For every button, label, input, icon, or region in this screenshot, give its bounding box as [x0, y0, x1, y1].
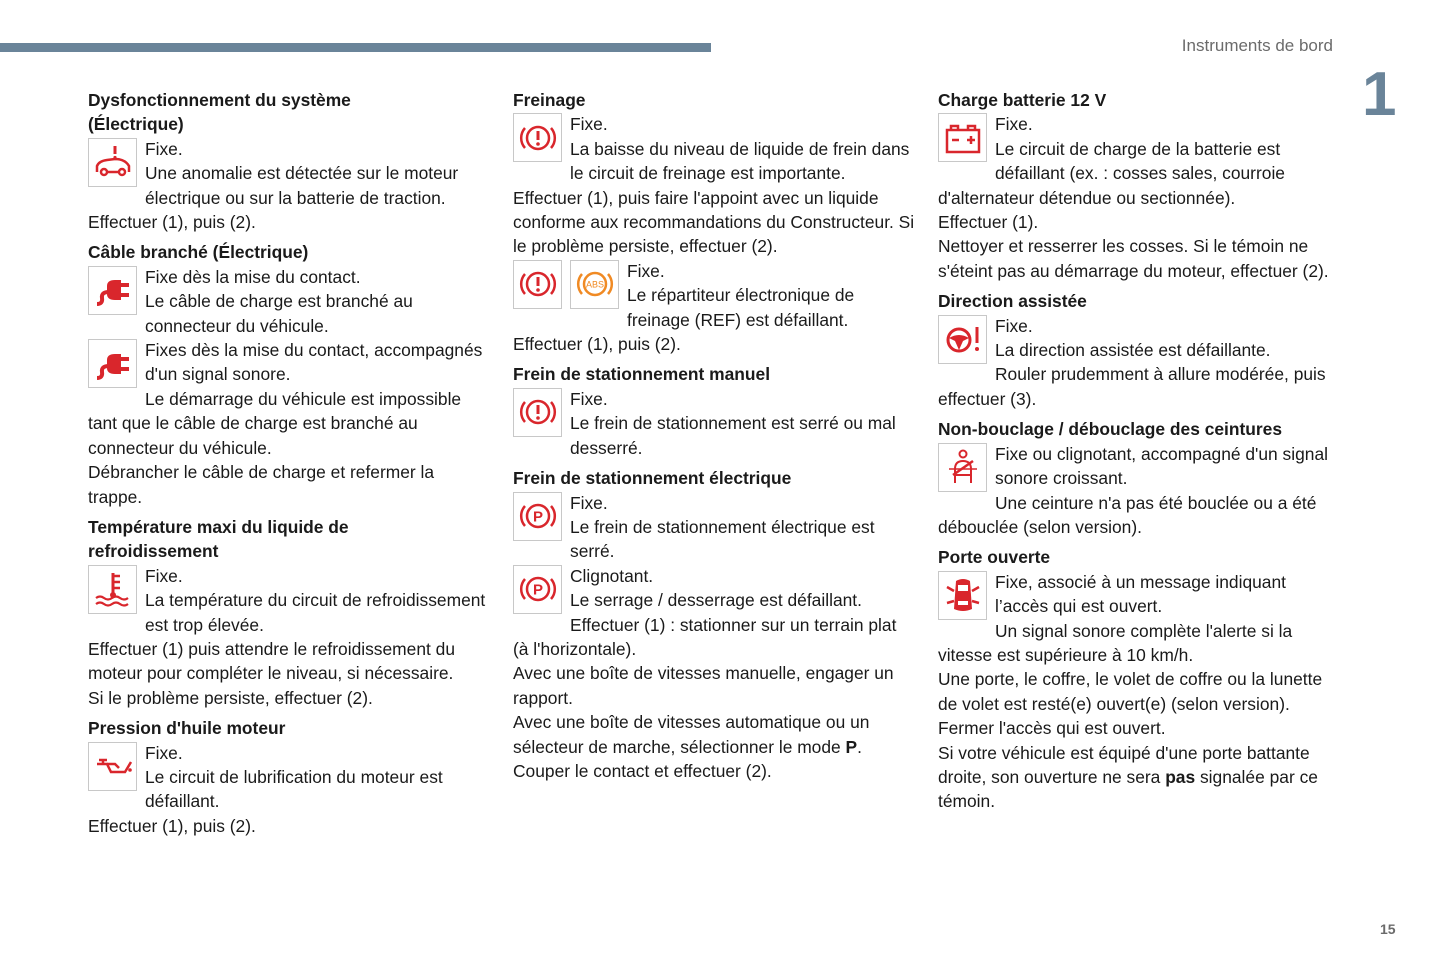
description-text — [513, 186, 915, 259]
description-text — [938, 716, 1340, 740]
warning-entry — [88, 338, 490, 509]
description-text — [88, 588, 490, 637]
section-title: Frein de stationnement électrique — [513, 468, 792, 489]
description-text — [88, 338, 490, 387]
description-text — [88, 564, 490, 588]
description-text — [88, 686, 490, 710]
warning-entry — [88, 564, 490, 710]
page-number: 15 — [1380, 921, 1396, 937]
svg-text:ABS: ABS — [585, 279, 604, 290]
description-text — [938, 210, 1340, 234]
text-segment: Fixe. — [570, 114, 608, 135]
description-text — [513, 332, 915, 356]
description-text — [938, 112, 1340, 136]
description-text — [88, 265, 490, 289]
text-segment: Le câble de charge est branché au connecteur du véhicule. — [145, 291, 413, 336]
warning-entry — [938, 112, 1340, 283]
text-segment: Nettoyer et resserrer les cosses. Si le témoin ne s'éteint pas au démarrage du moteur, effectuer (2). — [938, 236, 1329, 281]
text-segment: Fixe. — [995, 114, 1033, 135]
text-segment: Couper le contact et effectuer (2). — [513, 760, 772, 781]
coolant-temperature-icon — [88, 565, 137, 614]
text-segment: signalée par ce témoin. — [938, 766, 1318, 812]
text-segment: Une porte, le coffre, le volet de coffre ou la lunette de volet est resté(e) ouvert(e) (selon version). — [938, 669, 1323, 714]
brake-icon — [513, 113, 562, 162]
text-segment: Avec une boîte de vitesses manuelle, engager un rapport. — [513, 663, 894, 708]
description-text — [513, 137, 915, 186]
description-text — [513, 112, 915, 136]
description-text — [513, 759, 915, 783]
text-segment: Effectuer (1), puis faire l'appoint avec un liquide conforme aux recommandations du Constructeur. Si le problème persiste, effectuer (2). — [513, 187, 915, 257]
description-text — [513, 613, 915, 662]
section-title: Température maxi du liquide de refroidissement — [88, 516, 349, 562]
battery-icon — [938, 113, 987, 162]
description-text — [938, 234, 1340, 283]
plug-icon — [88, 339, 137, 388]
description-text — [88, 387, 490, 460]
text-segment: Effectuer (1), puis (2). — [88, 212, 256, 233]
warning-section — [513, 88, 915, 356]
text-segment: La température du circuit de refroidissement est trop élevée. — [145, 590, 486, 635]
svg-text:P: P — [532, 581, 543, 599]
description-text — [88, 637, 490, 686]
text-segment: . — [857, 736, 862, 757]
chapter-number: 1 — [1362, 60, 1397, 129]
text-segment: Effectuer (1) : stationner sur un terrain plat (à l'horizontale). — [513, 614, 897, 659]
section-title: Non-bouclage / débouclage des ceintures — [938, 419, 1283, 440]
section-title: Pression d'huile moteur — [88, 718, 286, 739]
text-segment: Une anomalie est détectée sur le moteur électrique ou sur la batterie de traction. — [145, 163, 459, 208]
text-segment: Si votre véhicule est équipé d'une porte battante droite, son ouverture ne sera — [938, 742, 1310, 787]
power-steering-icon — [938, 315, 987, 364]
description-text — [88, 765, 490, 814]
text-segment: Le circuit de lubrification du moteur est défaillant. — [145, 766, 443, 812]
warning-section — [88, 88, 490, 234]
description-text — [938, 667, 1340, 716]
door-open-icon — [938, 571, 987, 620]
text-segment: Effectuer (1), puis (2). — [88, 815, 256, 836]
section-title: Direction assistée — [938, 291, 1087, 312]
text-segment: Effectuer (1). — [938, 212, 1039, 233]
warning-entry — [513, 387, 915, 460]
text-segment: La baisse du niveau de liquide de frein dans le circuit de freinage est importante. — [570, 138, 910, 184]
column-1 — [88, 88, 490, 844]
warning-entry — [938, 442, 1340, 540]
warning-entry — [513, 491, 915, 564]
text-segment: Avec une boîte de vitesses automatique ou un sélecteur de marche, sélectionner le mode — [513, 712, 870, 757]
description-text — [513, 588, 915, 612]
warning-section — [513, 466, 915, 783]
column-3 — [938, 88, 1340, 820]
text-segment: La direction assistée est défaillante. — [995, 340, 1271, 361]
warning-entry — [88, 265, 490, 338]
column-2 — [513, 88, 915, 789]
parking-brake-icon — [513, 492, 562, 541]
description-text — [938, 619, 1340, 668]
text-segment: Une ceinture n'a pas été bouclée ou a été débouclée (selon version). — [938, 492, 1317, 537]
plug-icon — [88, 266, 137, 315]
text-segment: Débrancher le câble de charge et refermer la trappe. — [88, 462, 435, 507]
description-text — [938, 491, 1340, 540]
parking-brake-icon — [513, 565, 562, 614]
text-segment: Fixe. — [570, 492, 608, 513]
description-text — [513, 387, 915, 411]
warning-section — [938, 545, 1340, 813]
description-text — [88, 814, 490, 838]
warning-entry — [513, 259, 915, 357]
abs-icon — [570, 260, 619, 309]
text-segment: Fixe. — [145, 742, 183, 763]
warning-section — [938, 88, 1340, 283]
description-text — [938, 137, 1340, 210]
warning-entry — [513, 112, 915, 258]
description-text — [88, 460, 490, 509]
brake-icon — [513, 260, 562, 309]
text-segment: Fixe dès la mise du contact. — [145, 266, 361, 287]
description-text — [88, 137, 490, 161]
text-segment: Le circuit de charge de la batterie est défaillant (ex. : cosses sales, courroie d'alternateur détendue ou sectionnée). — [938, 138, 1285, 208]
section-title: Câble branché (Électrique) — [88, 242, 309, 263]
oil-pressure-icon — [88, 742, 137, 791]
description-text — [88, 741, 490, 765]
text-segment: Fixe ou clignotant, accompagné d'un signal sonore croissant. — [995, 443, 1328, 489]
description-text — [88, 161, 490, 210]
description-text — [938, 314, 1340, 338]
warning-entry — [88, 137, 490, 235]
text-segment: Fixe. — [145, 138, 183, 159]
text-segment: Le serrage / desserrage est défaillant. — [570, 590, 862, 611]
warning-entry — [938, 570, 1340, 814]
description-text — [513, 661, 915, 710]
description-text — [88, 289, 490, 338]
warning-section — [513, 362, 915, 460]
description-text — [88, 210, 490, 234]
description-text — [513, 564, 915, 588]
car-alert-icon — [88, 138, 137, 187]
text-segment: Effectuer (1) puis attendre le refroidissement du moteur pour compléter le niveau, si nécessaire. — [88, 638, 456, 684]
description-text — [938, 741, 1340, 814]
section-title: Dysfonctionnement du système (Électrique) — [88, 90, 351, 135]
warning-section — [938, 417, 1340, 539]
description-text — [938, 570, 1340, 619]
chapter-title: Instruments de bord — [1181, 36, 1333, 55]
warning-section — [88, 240, 490, 508]
text-segment: Fixes dès la mise du contact, accompagnés d'un signal sonore. — [145, 340, 483, 385]
brake-icon — [513, 388, 562, 437]
section-title: Porte ouverte — [938, 547, 1051, 568]
warning-entry — [938, 314, 1340, 412]
text-segment: Le répartiteur électronique de freinage (REF) est défaillant. — [627, 285, 855, 330]
text-segment: Fixe. — [995, 315, 1033, 336]
text-segment: Effectuer (1), puis (2). — [513, 334, 681, 355]
section-title: Charge batterie 12 V — [938, 90, 1107, 110]
text-segment: Fixe, associé à un message indiquant l’accès qui est ouvert. — [995, 571, 1286, 617]
text-segment: Un signal sonore complète l'alerte si la vitesse est supérieure à 10 km/h. — [938, 620, 1293, 665]
description-text — [513, 515, 915, 564]
section-title: Frein de stationnement manuel — [513, 364, 771, 385]
text-segment: Le frein de stationnement est serré ou mal desserré. — [570, 413, 896, 458]
description-text — [513, 491, 915, 515]
warning-section — [938, 289, 1340, 411]
emphasis-text: P — [845, 736, 858, 757]
warning-entry — [88, 741, 490, 839]
description-text — [938, 442, 1340, 491]
svg-text:P: P — [532, 508, 543, 526]
description-text — [938, 362, 1340, 411]
warning-section — [88, 515, 490, 710]
description-text — [513, 710, 915, 759]
warning-entry — [513, 564, 915, 784]
seatbelt-icon — [938, 443, 987, 492]
text-segment: Fixe. — [145, 565, 183, 586]
text-segment: Rouler prudemment à allure modérée, puis effectuer (3). — [938, 364, 1326, 409]
text-segment: Le frein de stationnement électrique est serré. — [570, 516, 875, 562]
emphasis-text: pas — [1165, 766, 1196, 787]
text-segment: Le démarrage du véhicule est impossible tant que le câble de charge est branché au connecteur du véhicule. — [88, 388, 462, 458]
text-segment: Clignotant. — [570, 565, 654, 586]
text-segment: Fermer l'accès qui est ouvert. — [938, 718, 1166, 739]
description-text — [938, 338, 1340, 362]
text-segment: Fixe. — [627, 260, 665, 281]
section-title: Freinage — [513, 90, 586, 110]
text-segment: Fixe. — [570, 388, 608, 409]
text-segment: Si le problème persiste, effectuer (2). — [88, 687, 373, 708]
header-accent-bar — [0, 43, 711, 52]
warning-section — [88, 716, 490, 838]
description-text — [513, 411, 915, 460]
